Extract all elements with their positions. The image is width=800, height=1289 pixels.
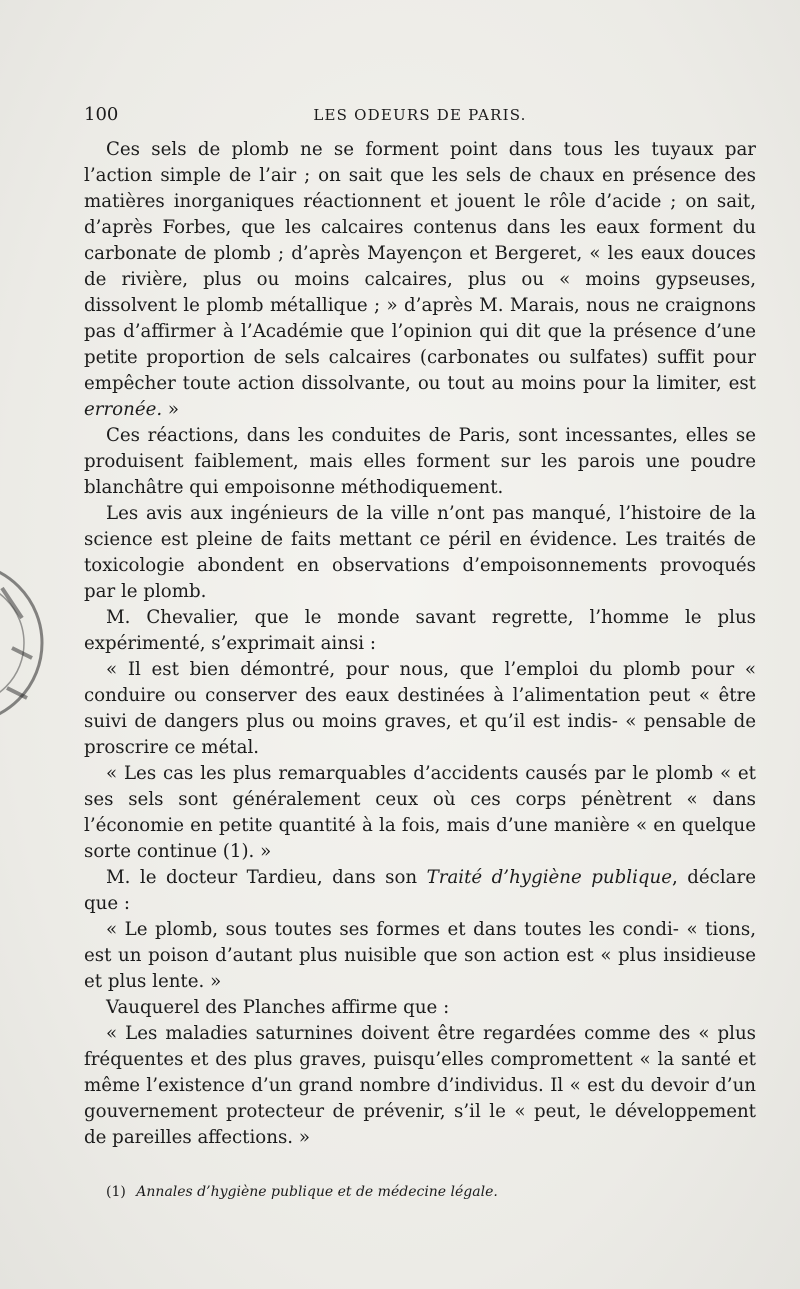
quote-paragraph: « Le plomb, sous toutes ses formes et dans toutes les condi- « tions, est un poison d’autant plus nuisible que son action est « plus insidieuse et plus lente. » (84, 919, 756, 992)
paragraph: Vauquerel des Planches affirme que : (106, 997, 450, 1018)
paragraph: M. le docteur Tardieu, dans son Traité d’hygiène publique, déclare que : (84, 867, 756, 914)
running-title: LES ODEURS DE PARIS. (313, 106, 527, 124)
footnote-text: Annales d’hygiène publique et de médecine légale. (136, 1184, 498, 1200)
footnote-number: (1) (106, 1184, 126, 1200)
paragraph: Les avis aux ingénieurs de la ville n’ont pas manqué, l’histoire de la science est pleine de faits mettant ce péril en évidence. Les traités de toxicologie abondent en observations d’empoisonnements provoqués par le plomb. (84, 503, 756, 602)
text-body (84, 137, 756, 1151)
quote-paragraph: « Les cas les plus remarquables d’accidents causés par le plomb « et ses sels sont généralement ceux où ces corps pénètrent « dans l’économie en petite quantité à la fois, mais d’une manière « en quelque sorte continue (1). » (84, 763, 756, 862)
italic-word: erronée. (84, 399, 163, 420)
paragraph: Ces réactions, dans les conduites de Paris, sont incessantes, elles se produisent faiblement, mais elles forment sur les parois une poudre blanchâtre qui empoisonne méthodiquement. (84, 425, 756, 498)
page-number: 100 (84, 104, 119, 125)
library-stamp-icon (0, 548, 58, 738)
paragraph: M. Chevalier, que le monde savant regrette, l’homme le plus expérimenté, s’exprimait ainsi : (84, 607, 756, 654)
quote-paragraph: « Les maladies saturnines doivent être regardées comme des « plus fréquentes et des plus graves, puisqu’elles compromettent « la santé et même l’existence d’un grand nombre d’individus. Il « est du devoir d’un gouvernement protecteur de prévenir, s’il le « peut, le développement de pareilles affections. » (84, 1023, 756, 1148)
page-header (84, 104, 756, 130)
paragraph: Ces sels de plomb ne se forment point dans tous les tuyaux par l’action simple de l’air ; on sait que les sels de chaux en présence des matières inorganiques réactionnent et jouent le rôle d’acide ; on sait, d’après Forbes, que les calcaires contenus dans les eaux forment du carbonate de plomb ; d’après Mayençon et Bergeret, « les eaux douces de rivière, plus ou moins calcaires, plus ou « moins gypseuses, dissolvent le plomb métallique ; » d’après M. Marais, nous ne craignons pas d’affirmer à l’Académie que l’opinion qui dit que la présence d’une petite proportion de sels calcaires (carbonates ou sulfates) suffit pour empêcher toute action dissolvante, ou tout au moins pour la limiter, est erronée. » (84, 139, 756, 420)
book-title: Traité d’hygiène publique (426, 867, 673, 888)
footnote (106, 1184, 756, 1200)
quote-paragraph: « Il est bien démontré, pour nous, que l’emploi du plomb pour « conduire ou conserver des eaux destinées à l’alimentation peut « être suivi de dangers plus ou moins graves, et qu’il est indis- « pensable de proscrire ce métal. (84, 659, 756, 758)
